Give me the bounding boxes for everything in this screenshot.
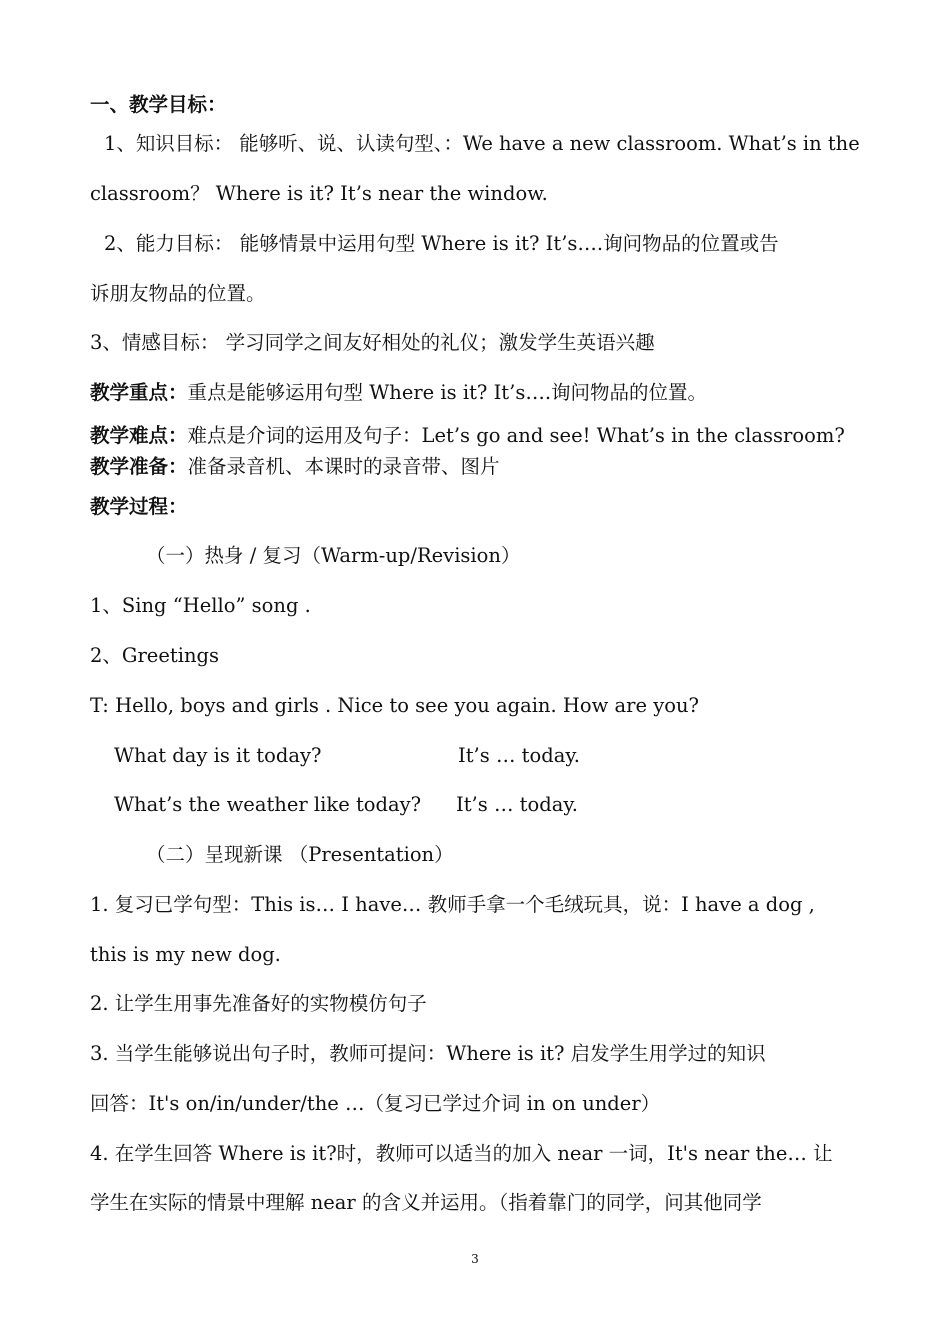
answer-day: It’s … today. [458,744,580,767]
key-text: 重点是能够运用句型 Where is it? It’s….询问物品的位置。 [187,381,708,404]
knowledge-goal-line-2: classroom？ Where is it? It’s near the window. [90,182,548,205]
teaching-preparation [90,454,500,480]
answer-weather: It’s … today. [456,793,578,816]
warmup-heading: （一）热身 / 复习（Warm-up/Revision） [146,544,521,567]
presentation-heading: （二）呈现新课 （Presentation） [146,843,454,866]
step-sing-song: 1、Sing “Hello” song . [90,594,311,617]
presentation-step-1-line-1: 1. 复习已学句型：This is… I have… 教师手拿一个毛绒玩具，说：I have a dog , [90,893,815,916]
question-day: What day is it today? [114,744,322,767]
ability-goal-line-1: 2、能力目标： 能够情景中运用句型 Where is it? It’s….询问物品的位置或告 [104,232,779,255]
difficult-label: 教学难点： [90,424,188,447]
prep-label: 教学准备： [90,455,188,478]
teaching-difficulties [90,423,845,449]
prep-text: 准备录音机、本课时的录音带、图片 [187,455,500,478]
knowledge-goal-line-1: 1、知识目标： 能够听、说、认读句型、：We have a new classroom. What’s in the [104,132,860,155]
ability-goal-line-2: 诉朋友物品的位置。 [90,282,266,305]
dialogue-weather [114,792,421,818]
process-heading: 教学过程： [90,495,188,518]
goals-heading: 一、教学目标： [90,93,227,116]
presentation-step-2: 2. 让学生用事先准备好的实物模仿句子 [90,992,427,1015]
presentation-step-4-line-2: 学生在实际的情景中理解 near 的含义并运用。（指着靠门的同学，问其他同学 [90,1191,762,1214]
page-number: 3 [471,1252,479,1266]
key-label: 教学重点： [90,381,188,404]
presentation-step-1-line-2: this is my new dog. [90,943,281,966]
difficult-text: 难点是介词的运用及句子：Let’s go and see! What’s in the classroom? [187,424,845,447]
teacher-line: T: Hello, boys and girls . Nice to see you again. How are you? [90,694,699,717]
emotion-goal: 3、情感目标： 学习同学之间友好相处的礼仪；激发学生英语兴趣 [90,331,655,354]
question-weather: What’s the weather like today? [114,793,422,816]
dialogue-day [114,743,321,769]
presentation-step-4-line-1: 4. 在学生回答 Where is it?时，教师可以适当的加入 near 一词，It's near the… 让 [90,1142,833,1165]
step-greetings: 2、Greetings [90,644,220,667]
presentation-step-3-line-1: 3. 当学生能够说出句子时，教师可提问：Where is it? 启发学生用学过的知识 [90,1042,766,1065]
presentation-step-3-line-2: 回答：It's on/in/under/the …（复习已学过介词 in on under） [90,1092,661,1115]
teaching-key-points [90,380,707,406]
